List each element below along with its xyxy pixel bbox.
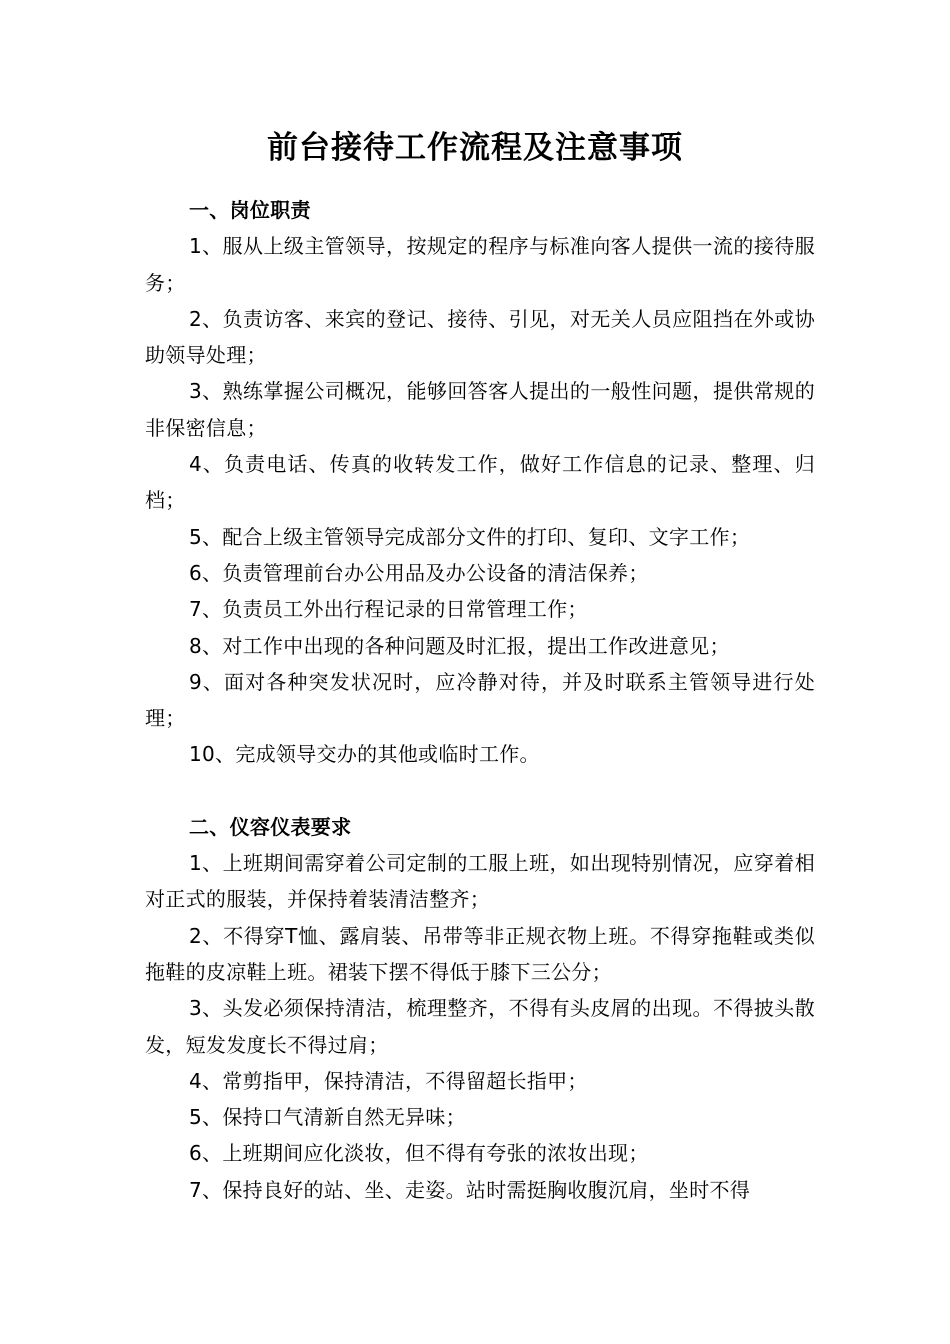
appearance-item-7: 7、保持良好的站、坐、走姿。站时需挺胸收腹沉肩，坐时不得 [189,1177,751,1202]
appearance-item-1: 1、上班期间需穿着公司定制的工服上班，如出现特别情况，应穿着相对正式的服装，并保持着装清洁整齐； [145,851,815,912]
duty-item-6: 6、负责管理前台办公用品及办公设备的清洁保养； [189,560,649,585]
appearance-item-5: 5、保持口气清新自然无异味； [189,1105,466,1130]
duty-item-5: 5、配合上级主管领导完成部分文件的打印、复印、文字工作； [189,524,751,549]
document-title: 前台接待工作流程及注意事项 [267,130,683,166]
duty-item-2: 2、负责访客、来宾的登记、接待、引见，对无关人员应阻挡在外或协助领导处理； [145,306,815,368]
duty-item-8: 8、对工作中出现的各种问题及时汇报，提出工作改进意见； [189,633,730,658]
appearance-item-3: 3、头发必须保持清洁，梳理整齐，不得有头皮屑的出现。不得披头散发，短发发度长不得过肩； [145,996,815,1057]
duty-item-4: 4、负责电话、传真的收转发工作，做好工作信息的记录、整理、归档； [145,452,815,513]
section-spacer [145,773,815,809]
appearance-item-4: 4、常剪指甲，保持清洁，不得留超长指甲； [189,1068,588,1093]
duty-item-1: 1、服从上级主管领导，按规定的程序与标准向客人提供一流的接待服务； [145,234,815,295]
section-heading-appearance: 二、仪容仪表要求 [189,814,352,839]
duty-item-10: 10、完成领导交办的其他或临时工作。 [189,742,540,767]
appearance-item-2: 2、不得穿T恤、露肩装、吊带等非正规衣物上班。不得穿拖鞋或类似拖鞋的皮凉鞋上班。裙装下摆不得低于膝下三公分； [145,923,815,984]
duty-item-7: 7、负责员工外出行程记录的日常管理工作； [189,597,588,622]
appearance-item-6: 6、上班期间应化淡妆，但不得有夸张的浓妆出现； [189,1141,649,1166]
duty-item-3: 3、熟练掌握公司概况，能够回答客人提出的一般性问题，提供常规的非保密信息； [145,379,815,440]
document-body [145,192,815,1208]
section-heading-duties: 一、岗位职责 [189,198,311,222]
duty-item-9: 9、面对各种突发状况时，应冷静对待，并及时联系主管领导进行处理； [145,669,815,731]
